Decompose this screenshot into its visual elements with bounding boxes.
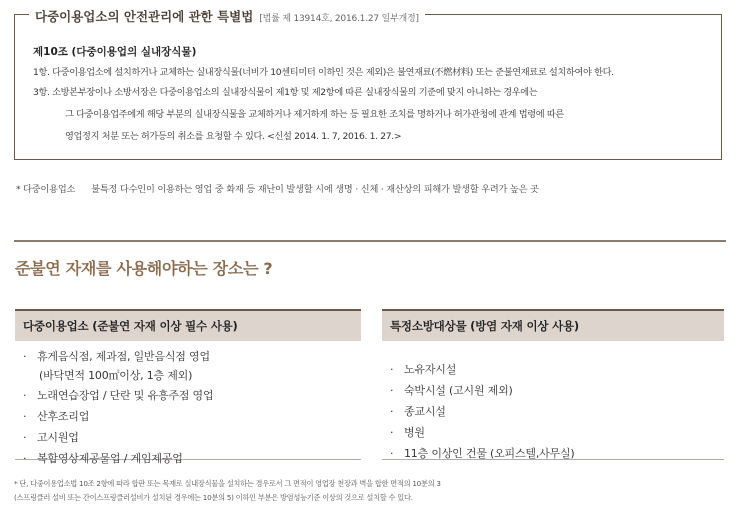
table-list bbox=[382, 341, 724, 460]
law-title: 다중이용업소의 안전관리에 관한 특별법 bbox=[35, 9, 254, 24]
footnote-line-2: (스프링클러 설비 또는 간이스프링클러설비가 설치된 경우에는 10분의 5) 이하인 부분은 방염성능기준 이상의 것으로 설치할 수 있다. bbox=[14, 493, 413, 502]
list-item: · 종교시설 bbox=[390, 405, 446, 418]
list-item: · 휴게음식점, 제과점, 일반음식점 영업 bbox=[23, 350, 210, 363]
law-subtitle: [법률 제 13914호, 2016.1.27 일부개정] bbox=[259, 14, 419, 24]
section-divider bbox=[14, 240, 726, 242]
law-header bbox=[29, 7, 425, 25]
list-item: · 노래연습장업 / 단란 및 유흥주점 영업 bbox=[23, 389, 214, 402]
section-heading: 준불연 자재를 사용해야하는 장소는 ? bbox=[15, 259, 273, 278]
article-title: 제10조 (다중이용업의 실내장식물) bbox=[33, 46, 197, 58]
footnote-line-1: * 단, 다중이용업소법 10조 2항에 따라 합판 또는 목재로 실내장식물을 설치하는 경우로서 그 면적이 영업장 천장과 벽을 합한 면적의 10분의 3 bbox=[14, 479, 441, 488]
multi-use-business-table bbox=[15, 309, 361, 465]
law-excerpt-box bbox=[14, 9, 722, 160]
list-item: · 고시원업 bbox=[23, 431, 79, 444]
note-text: 불특정 다수인이 이용하는 영업 중 화재 등 재난이 발생할 시에 생명 · 신체 · 재산상의 피해가 발생할 우려가 높은 곳 bbox=[91, 184, 539, 195]
list-item-continuation: (바닥면적 100㎡이상, 1층 제외) bbox=[39, 369, 193, 382]
law-paragraph-3-cont: 그 다중이용업주에게 해당 부분의 실내장식물을 교체하거나 제거하게 하는 등 필요한 조치를 명하거나 허가관청에 관계 법령에 따른 bbox=[65, 109, 564, 120]
list-item: · 숙박시설 (고시원 제외) bbox=[390, 384, 513, 397]
table-list bbox=[15, 341, 361, 465]
list-item: · 복합영상제공물업 / 게임제공업 bbox=[23, 452, 183, 465]
list-item: · 병원 bbox=[390, 426, 425, 439]
table-header: 특정소방대상물 (방염 자재 이상 사용) bbox=[382, 309, 724, 341]
note-key: * 다중이용업소 bbox=[16, 184, 76, 195]
list-item: · 11층 이상인 건물 (오피스텔,사무실) bbox=[390, 447, 575, 460]
law-paragraph-3: 3항. 소방본부장이나 소방서장은 다중이용업소의 실내장식물이 제1항 및 제2항에 따른 실내장식물의 기준에 맞지 아니하는 경우에는 bbox=[33, 87, 538, 98]
table-header: 다중이용업소 (준불연 자재 이상 필수 사용) bbox=[15, 309, 361, 341]
law-paragraph-1: 1항. 다중이용업소에 설치하거나 교체하는 실내장식물(너비가 10센티미터 이하인 것은 제외)은 불연재료(不燃材料) 또는 준불연재료로 설치하여야 한다. bbox=[33, 67, 614, 78]
special-fire-target-table bbox=[382, 309, 724, 460]
definition-note bbox=[16, 181, 539, 195]
law-paragraph-3-cont-2: 영업정지 처분 또는 허가등의 취소를 요청할 수 있다. <신설 2014. 1. 7, 2016. 1. 27.> bbox=[65, 131, 402, 142]
list-item: · 산후조리업 bbox=[23, 410, 90, 423]
list-item: · 노유자시설 bbox=[390, 363, 457, 376]
